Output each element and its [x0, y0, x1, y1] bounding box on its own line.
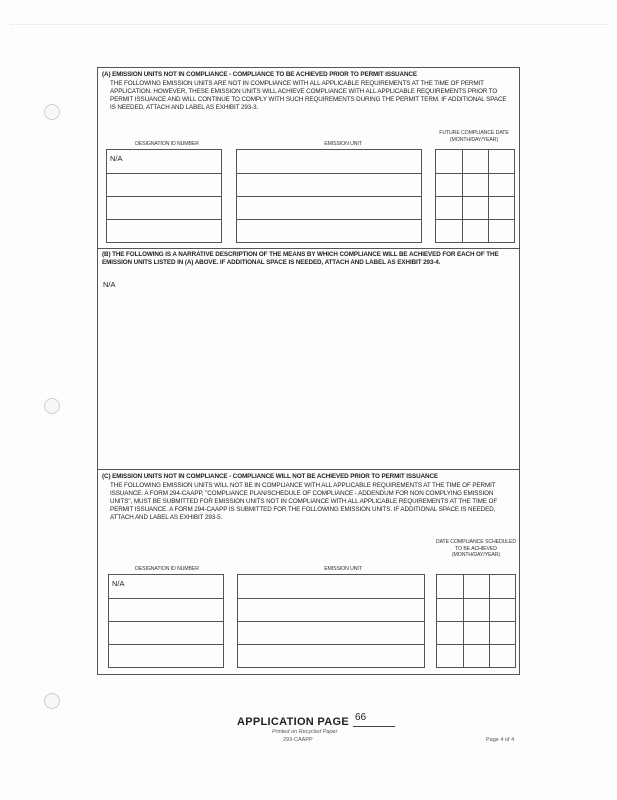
punch-hole [44, 693, 60, 709]
form-id: 293-CAAPP [283, 737, 313, 743]
section-c-header: (C) EMISSION UNITS NOT IN COMPLIANCE - COMPLIANCE WILL NOT BE ACHIEVED PRIOR TO PERMIT ISSUANCE [102, 473, 439, 480]
section-a-designation-box [106, 149, 222, 243]
section-a-col-designation: DESIGNATION ID NUMBER [135, 141, 199, 147]
page-of: Page 4 of 4 [486, 737, 515, 743]
section-c-body: THE FOLLOWING EMISSION UNITS WILL NOT BE IN COMPLIANCE WITH ALL APPLICABLE REQUIREMENTS AT THE TIME OF PERMIT ISSUANCE. A FORM 294-CAAPP, "COMPLIANCE PLAN/SCHEDULE OF COMPLIANCE - ADDENDUM FOR NON COMPLYING EMISSION UNITS", MUST BE SUBMITTED FOR EMISSION UNITS NOT IN COMPLIANCE WITH ALL APPLICABLE REQUIREMENTS AT THE TIME OF PERMIT ISSUANCE. A FORM 294-CAAPP IS SUBMITTED FOR THE FOLLOWING EMISSION UNITS. IF ADDITIONAL SPACE IS NEEDED, ATTACH AND LABEL AS EXHIBIT 293-5. [110, 482, 498, 521]
section-c-designation-box [108, 574, 224, 668]
section-b-header: (B) THE FOLLOWING IS A NARRATIVE DESCRIPTION OF THE MEANS BY WHICH COMPLIANCE WILL BE ACHIEVED FOR EACH OF THE EMISSION UNITS LISTED IN (A) ABOVE. IF ADDITIONAL SPACE IS NEEDED, ATTACH AND LABEL AS EXHIBIT 293-4. [102, 251, 499, 266]
section-a-date-box [435, 149, 515, 243]
section-c-designation-value: N/A [112, 579, 125, 588]
section-a-emission-unit-box [236, 149, 422, 243]
section-a-body: THE FOLLOWING EMISSION UNITS ARE NOT IN COMPLIANCE WITH ALL APPLICABLE REQUIREMENTS AT THE TIME OF PERMIT APPLICATION. HOWEVER, THESE EMISSION UNITS WILL ACHIEVE COMPLIANCE WITH ALL APPLICABLE REQUIREMENTS PRIOR TO PERMIT ISSUANCE AND WILL CONTINUE TO COMPLY WITH SUCH REQUIREMENTS DURING THE PERMIT TERM. IF ADDITIONAL SPACE IS NEEDED, ATTACH AND LABEL AS EXHIBIT 293-3. [110, 80, 507, 111]
section-a-header: (A) EMISSION UNITS NOT IN COMPLIANCE - COMPLIANCE TO BE ACHIEVED PRIOR TO PERMIT ISSUANCE [102, 71, 417, 78]
section-c-date-box [436, 574, 516, 668]
punch-hole [44, 398, 60, 414]
section-a-col-emission-unit: EMISSION UNIT [324, 141, 362, 147]
section-b-value: N/A [103, 280, 116, 289]
printed-on-recycled-paper: Printed on Recycled Paper [272, 729, 338, 735]
section-a-designation-value: N/A [110, 154, 123, 163]
section-b [98, 248, 519, 289]
application-page-title: APPLICATION PAGE [237, 716, 349, 728]
section-c-col-date: DATE COMPLIANCE SCHEDULED TO BE ACHIEVED (MONTH/DAY/YEAR) [435, 539, 517, 558]
section-a-col-date: FUTURE COMPLIANCE DATE (MONTH/DAY/YEAR) [439, 130, 509, 143]
page-number-underline [353, 726, 395, 727]
section-c-col-designation: DESIGNATION ID NUMBER [135, 566, 199, 572]
punch-hole [44, 104, 60, 120]
section-c-emission-unit-box [237, 574, 425, 668]
section-c [98, 469, 519, 588]
top-edge-line [10, 24, 607, 25]
section-c-col-emission-unit: EMISSION UNIT [324, 566, 362, 572]
compliance-form [97, 67, 520, 675]
application-page-number: 66 [355, 712, 367, 723]
